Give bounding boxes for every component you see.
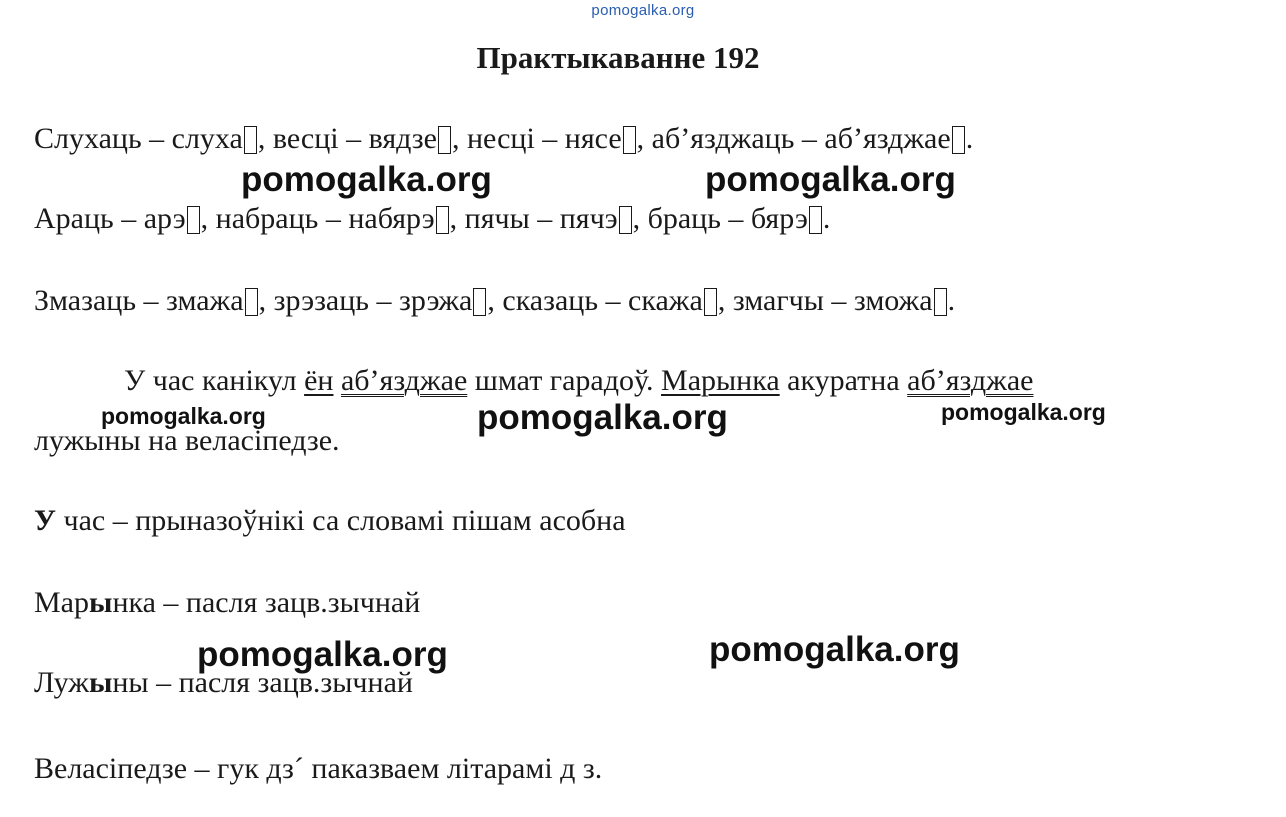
watermark: pomogalka.org xyxy=(241,160,492,199)
text-segment xyxy=(333,364,341,397)
subject-underlined: ён xyxy=(304,364,334,397)
note-line-1 xyxy=(34,506,626,536)
site-watermark-top: pomogalka.org xyxy=(591,2,695,19)
text-segment: , змагчы – зможа xyxy=(717,284,933,317)
watermark: pomogalka.org xyxy=(197,635,448,674)
watermark: pomogalka.org xyxy=(709,630,960,669)
text-segment: час – прыназоўнікі са словамі пішам асобна xyxy=(56,504,626,537)
text-segment: Луж xyxy=(34,666,89,699)
predicate-double-underlined: аб’язджае xyxy=(340,364,468,397)
exercise-line-3 xyxy=(34,286,955,316)
text-segment: акуратна xyxy=(779,364,908,397)
text-segment: Араць – арэ xyxy=(34,202,186,235)
text-segment: , зрэзаць – зрэжа xyxy=(258,284,473,317)
ending-box xyxy=(619,206,632,234)
watermark: pomogalka.org xyxy=(705,160,956,199)
ending-box xyxy=(438,126,451,154)
text-segment: , весці – вядзе xyxy=(257,122,437,155)
ending-box xyxy=(473,288,486,316)
text-segment: , набраць – набярэ xyxy=(200,202,435,235)
text-segment: У час канікул xyxy=(124,364,305,397)
text-segment: , аб’язджаць – аб’язджае xyxy=(636,122,951,155)
predicate-double-underlined: аб’язджае xyxy=(907,364,1034,397)
text-segment: Змазаць – змажа xyxy=(34,284,244,317)
watermark: pomogalka.org xyxy=(477,398,728,437)
exercise-line-1 xyxy=(34,124,973,154)
text-segment: шмат гарадоў. xyxy=(467,364,662,397)
text-segment: Мар xyxy=(34,586,89,619)
text-segment: , несці – нясе xyxy=(451,122,622,155)
text-segment: ны – пасля зацв.зычнай xyxy=(112,666,413,699)
ending-box xyxy=(436,206,449,234)
text-segment: нка – пасля зацв.зычнай xyxy=(112,586,421,619)
note-line-2 xyxy=(34,588,420,618)
text-segment: Слухаць – слуха xyxy=(34,122,243,155)
ending-box xyxy=(809,206,822,234)
exercise-line-2 xyxy=(34,204,830,234)
text-segment: , браць – бярэ xyxy=(632,202,808,235)
page-title: Практыкаванне 192 xyxy=(476,40,760,75)
watermark: pomogalka.org xyxy=(941,399,1106,425)
ending-box xyxy=(187,206,200,234)
bold-letter: У xyxy=(34,504,57,537)
ending-box xyxy=(934,288,947,316)
text-segment: . xyxy=(965,122,974,155)
ending-box xyxy=(623,126,636,154)
sentence-line-2: лужыны на веласіпедзе. xyxy=(34,424,340,457)
bold-letter: ы xyxy=(88,666,113,699)
ending-box xyxy=(704,288,717,316)
text-segment: . xyxy=(822,202,831,235)
ending-box xyxy=(244,126,257,154)
subject-underlined: Марынка xyxy=(661,364,780,397)
sentence-line-1 xyxy=(124,366,1033,396)
text-segment: , пячы – пячэ xyxy=(449,202,618,235)
text-segment: , сказаць – скажа xyxy=(487,284,703,317)
note-line-4: Веласіпедзе – гук дз´ паказваем літарамі д з. xyxy=(34,752,603,785)
watermark: pomogalka.org xyxy=(101,403,266,429)
ending-box xyxy=(245,288,258,316)
ending-box xyxy=(952,126,965,154)
bold-letter: ы xyxy=(89,586,113,619)
text-segment: . xyxy=(947,284,956,317)
